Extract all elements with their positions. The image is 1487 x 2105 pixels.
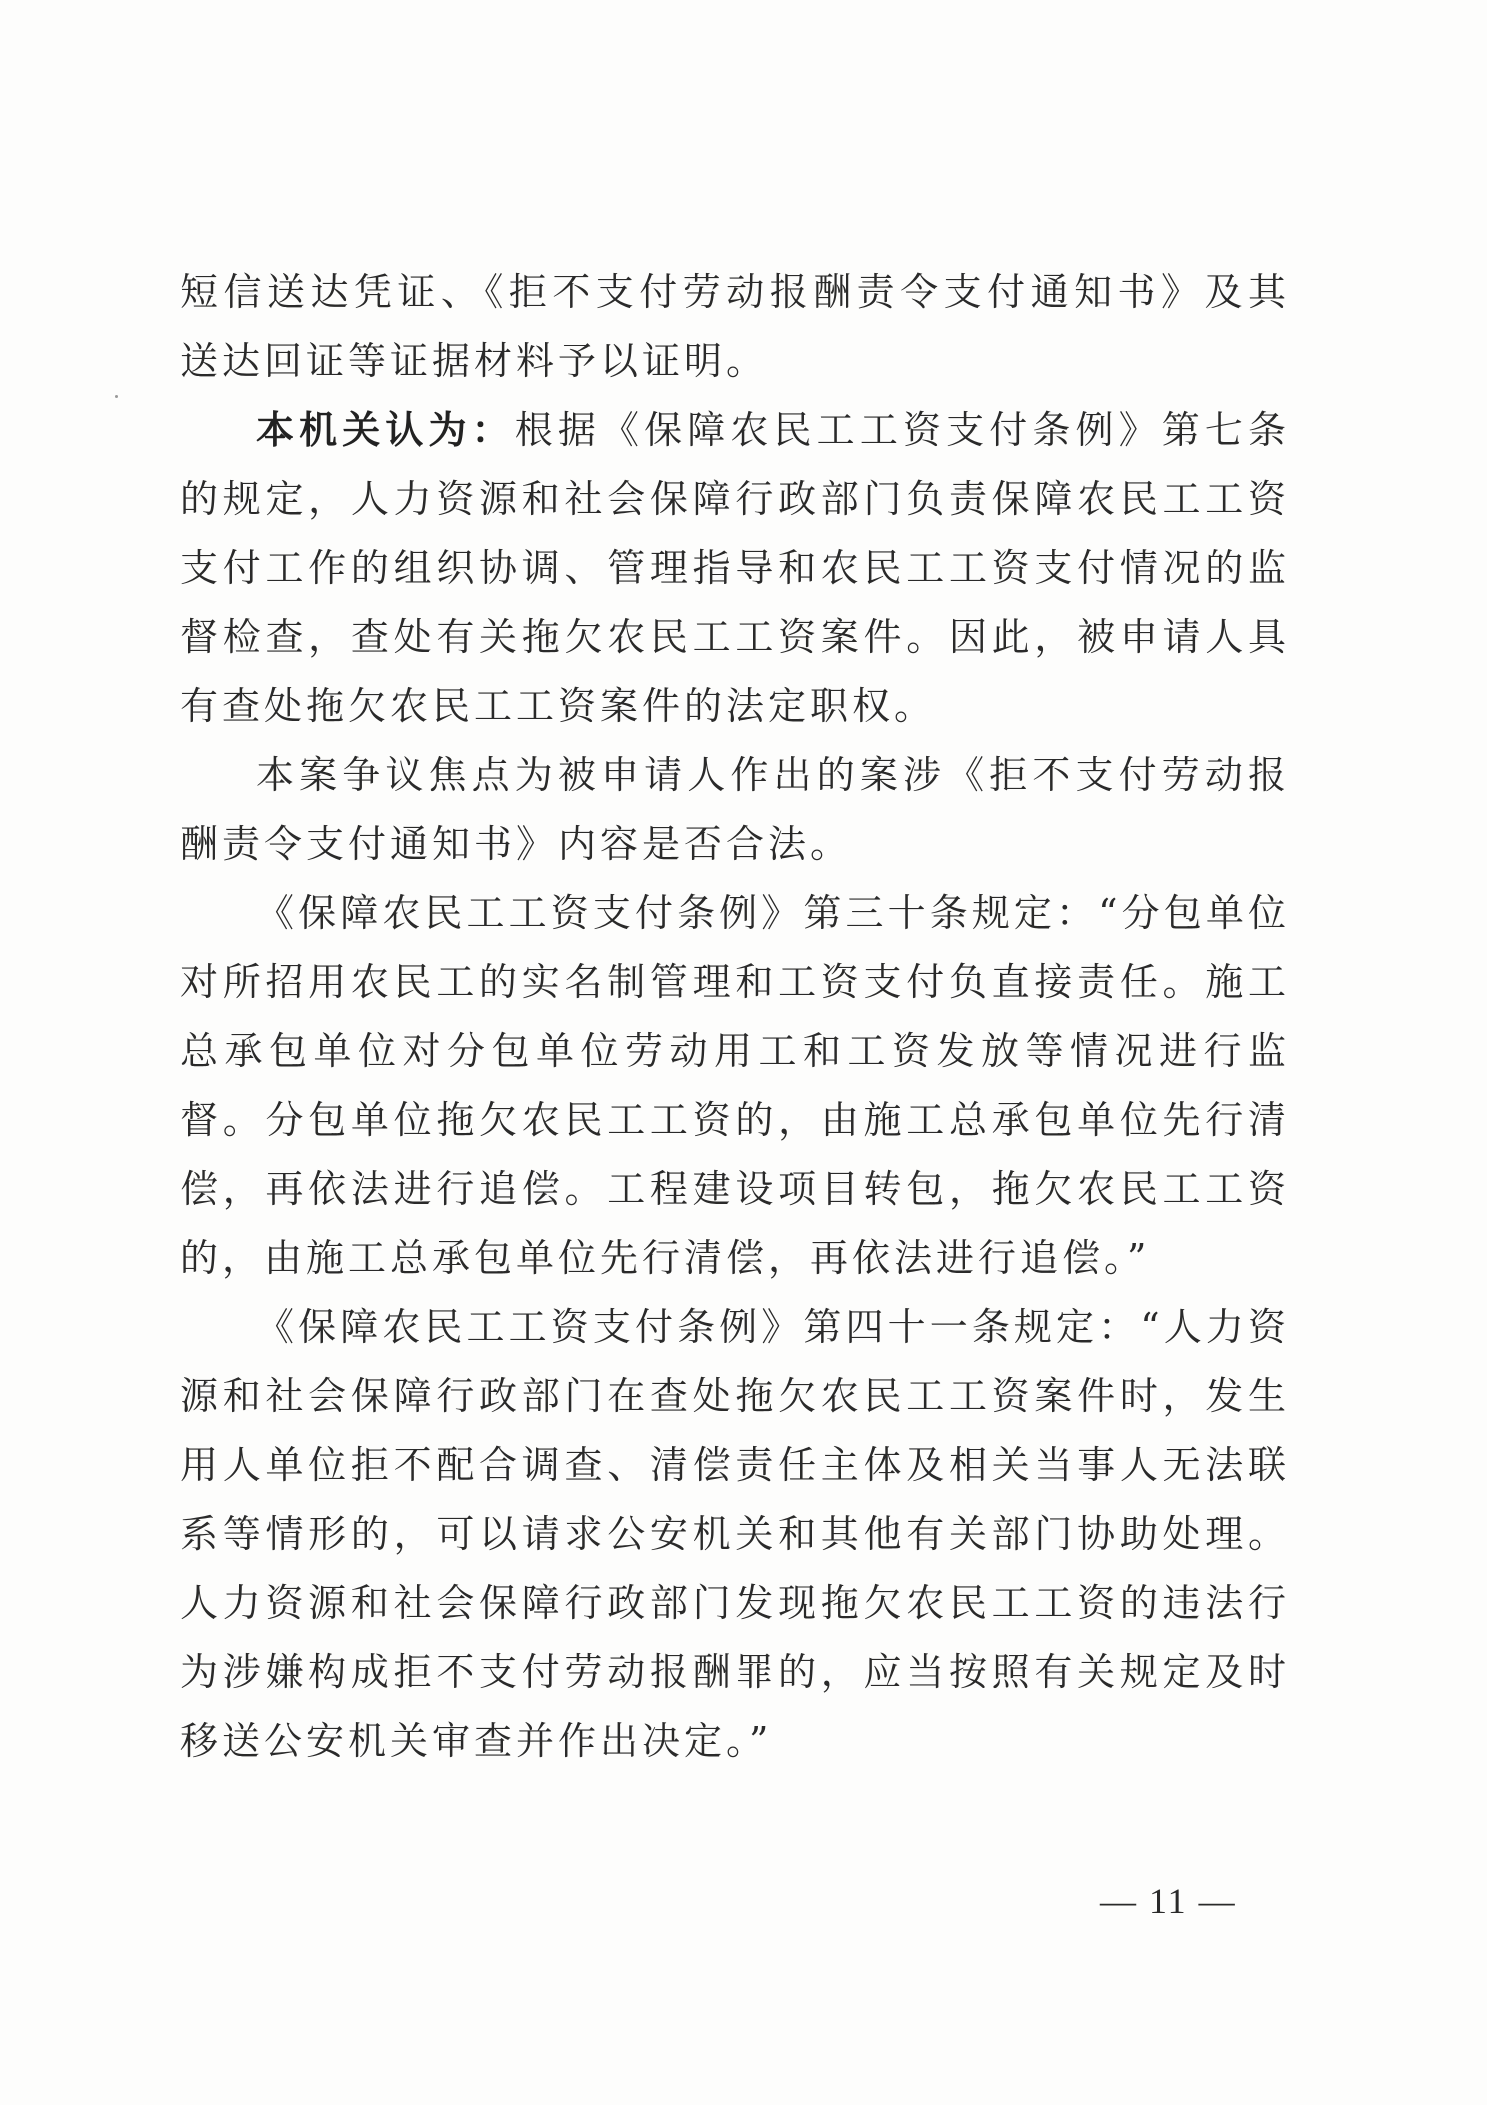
paragraph-article-41 (180, 1293, 1290, 1776)
paragraph-evidence (180, 258, 1290, 396)
scan-speck (115, 395, 118, 398)
paragraph-text: 《保障农民工工资支付条例》第四十一条规定：“人力资源和社会保障行政部门在查处拖欠农民工工资案件时，发生用人单位拒不配合调查、清偿责任主体及相关当事人无法联系等情形的，可以请求公安机关和其他有关部门协助处理。人力资源和社会保障行政部门发现拖欠农民工工资的违法行为涉嫌构成拒不支付劳动报酬罪的，应当按照有关规定及时移送公安机关审查并作出决定。” (180, 1305, 1290, 1763)
paragraph-text: 本案争议焦点为被申请人作出的案涉《拒不支付劳动报酬责令支付通知书》内容是否合法。 (180, 753, 1290, 866)
paragraph-text: 短信送达凭证、《拒不支付劳动报酬责令支付通知书》及其送达回证等证据材料予以证明。 (180, 270, 1290, 383)
page-number: — 11 — (1100, 1881, 1237, 1921)
paragraph-authority (180, 396, 1290, 741)
paragraph-dispute-focus (180, 741, 1290, 879)
body-text (180, 258, 1290, 1776)
paragraph-text: 根据《保障农民工工资支付条例》第七条的规定，人力资源和社会保障行政部门负责保障农民工工资支付工作的组织协调、管理指导和农民工工资支付情况的监督检查，查处有关拖欠农民工工资案件。因此，被申请人具有查处拖欠农民工工资案件的法定职权。 (180, 408, 1290, 728)
paragraph-article-30 (180, 879, 1290, 1293)
paragraph-lead: 本机关认为： (256, 408, 515, 452)
paragraph-text: 《保障农民工工资支付条例》第三十条规定：“分包单位对所招用农民工的实名制管理和工资支付负直接责任。施工总承包单位对分包单位劳动用工和工资发放等情况进行监督。分包单位拖欠农民工工资的，由施工总承包单位先行清偿，再依法进行追偿。工程建设项目转包，拖欠农民工工资的，由施工总承包单位先行清偿，再依法进行追偿。” (180, 891, 1290, 1280)
